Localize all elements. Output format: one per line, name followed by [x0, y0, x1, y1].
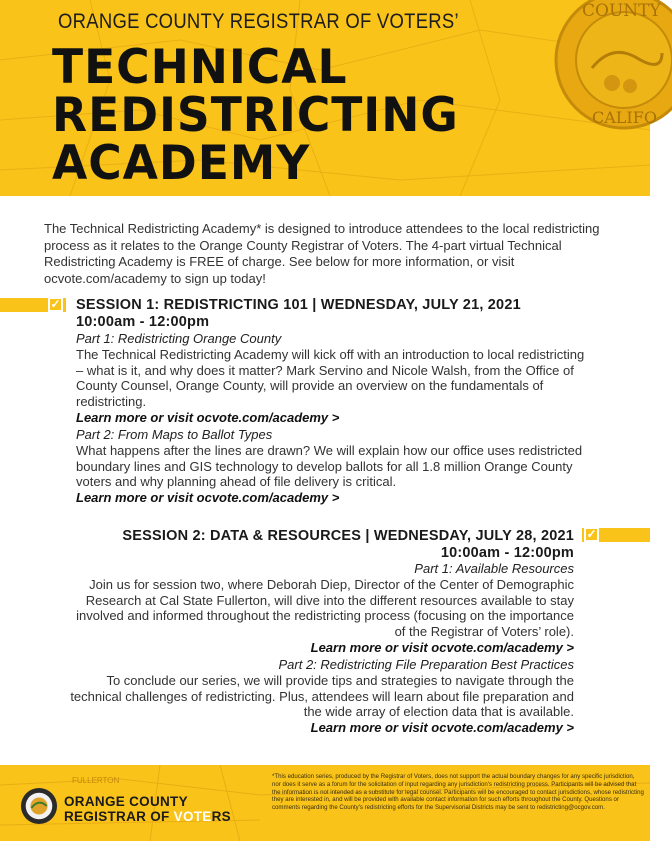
- seal-text-top: COUNTY: [582, 1, 661, 21]
- session1-part2-body: What happens after the lines are drawn? We will explain how our office uses redistricted boundary lines and GIS technology to develop ballots for all 1.8 million Orange County voters and why planning ahead of file delivery is critical.: [76, 442, 583, 490]
- session1-time: 10:00am - 12:00pm: [76, 314, 210, 330]
- session1-check-icon: ✓: [48, 297, 63, 312]
- session2-part1-title: Part 1: Available Resources: [414, 561, 574, 576]
- session1-heading: SESSION 1: REDISTRICTING 101 | WEDNESDAY, JULY 21, 2021: [76, 297, 521, 313]
- header-kicker: ORANGE COUNTY REGISTRAR OF VOTERS’: [58, 10, 459, 33]
- session2-time: 10:00am - 12:00pm: [440, 545, 574, 561]
- seal-text-bottom: CALIFO: [592, 108, 657, 127]
- header-banner: [0, 0, 661, 196]
- session1-part1-body: The Technical Redistricting Academy will kick off with an introduction to local redistricting – what is it, and why does it matter? Mark Servino and Nicole Walsh, from the Office of County Counsel, Orange County, will provide an overview on the fundamentals of redistricting.: [76, 346, 585, 410]
- session2-part1-body: Join us for session two, where Deborah Diep, Director of the Center of Demographic Research at Cal State Fullerton, will dive into the different resources available to stay involved and informed throughout the redistricting process (focusing on the importance of the Registrar of Voters’ role).: [76, 576, 574, 640]
- title-line-1: TECHNICAL: [52, 40, 348, 95]
- session2-part1-link[interactable]: Learn more or visit ocvote.com/academy >: [310, 639, 574, 655]
- footer-org-line2: [64, 809, 231, 824]
- session1-part1: [76, 331, 586, 426]
- session2-check-icon: ✓: [584, 527, 599, 542]
- session2-part2-body: To conclude our series, we will provide tips and strategies to navigate through the technical challenges of redistricting. Plus, attendees will learn about file preparation and the wide array of election data that is available.: [70, 672, 574, 720]
- title-line-3: ACADEMY: [52, 136, 311, 191]
- session1-part2: [76, 427, 586, 506]
- footer-org-line2-c: RS: [211, 809, 231, 824]
- footer-org-line1: ORANGE COUNTY: [64, 794, 188, 809]
- session2-part1: [64, 561, 574, 656]
- session1-part1-link[interactable]: Learn more or visit ocvote.com/academy >: [76, 409, 340, 425]
- session2-part2-link[interactable]: Learn more or visit ocvote.com/academy >: [310, 720, 574, 736]
- footer-org-line2-highlight: VOTE: [173, 809, 212, 824]
- footer-map-label: FULLERTON: [72, 776, 120, 785]
- intro-paragraph: The Technical Redistricting Academy* is designed to introduce attendees to the local redistricting process as it relates to the Orange County Registrar of Voters. The 4-part virtual Technical Redistricting Academy is FREE of charge. See below for more information, or visit ocvote.com/academy to sign up today!: [44, 221, 600, 286]
- session1-part1-title: Part 1: Redistricting Orange County: [76, 331, 282, 346]
- title-line-2: REDISTRICTING: [52, 88, 459, 143]
- footer-seal-icon: [20, 787, 58, 825]
- session1-part2-link[interactable]: Learn more or visit ocvote.com/academy >: [76, 490, 340, 506]
- session2-heading: SESSION 2: DATA & RESOURCES | WEDNESDAY, JULY 28, 2021: [122, 528, 574, 544]
- footer-disclaimer: *This education series, produced by the Registrar of Voters, does not support the actual boundary changes for any specific jurisdiction, nor does it serve as a forum for the solicitation of input regarding any jurisdiction's redistricting process. Participants will be advised that the information is not intended as a substitute for legal counsel. Participants will be encouraged to contact jurisdictions, whose redistricting they are interested in, and will be provided with available contact information for such efforts throughout the County. Questions or comments regarding the County's redistricting efforts for the Supervisorial Districts may be sent to redistricting@ocgov.com.: [272, 773, 644, 812]
- session2-part2-title: Part 2: Redistricting File Preparation Best Practices: [278, 657, 574, 672]
- footer-org-line2-a: REGISTRAR OF: [64, 809, 174, 824]
- session1-part2-title: Part 2: From Maps to Ballot Types: [76, 427, 273, 442]
- county-seal-icon: [552, 0, 672, 138]
- footer-banner: [0, 765, 650, 841]
- session2-part2: [64, 657, 574, 736]
